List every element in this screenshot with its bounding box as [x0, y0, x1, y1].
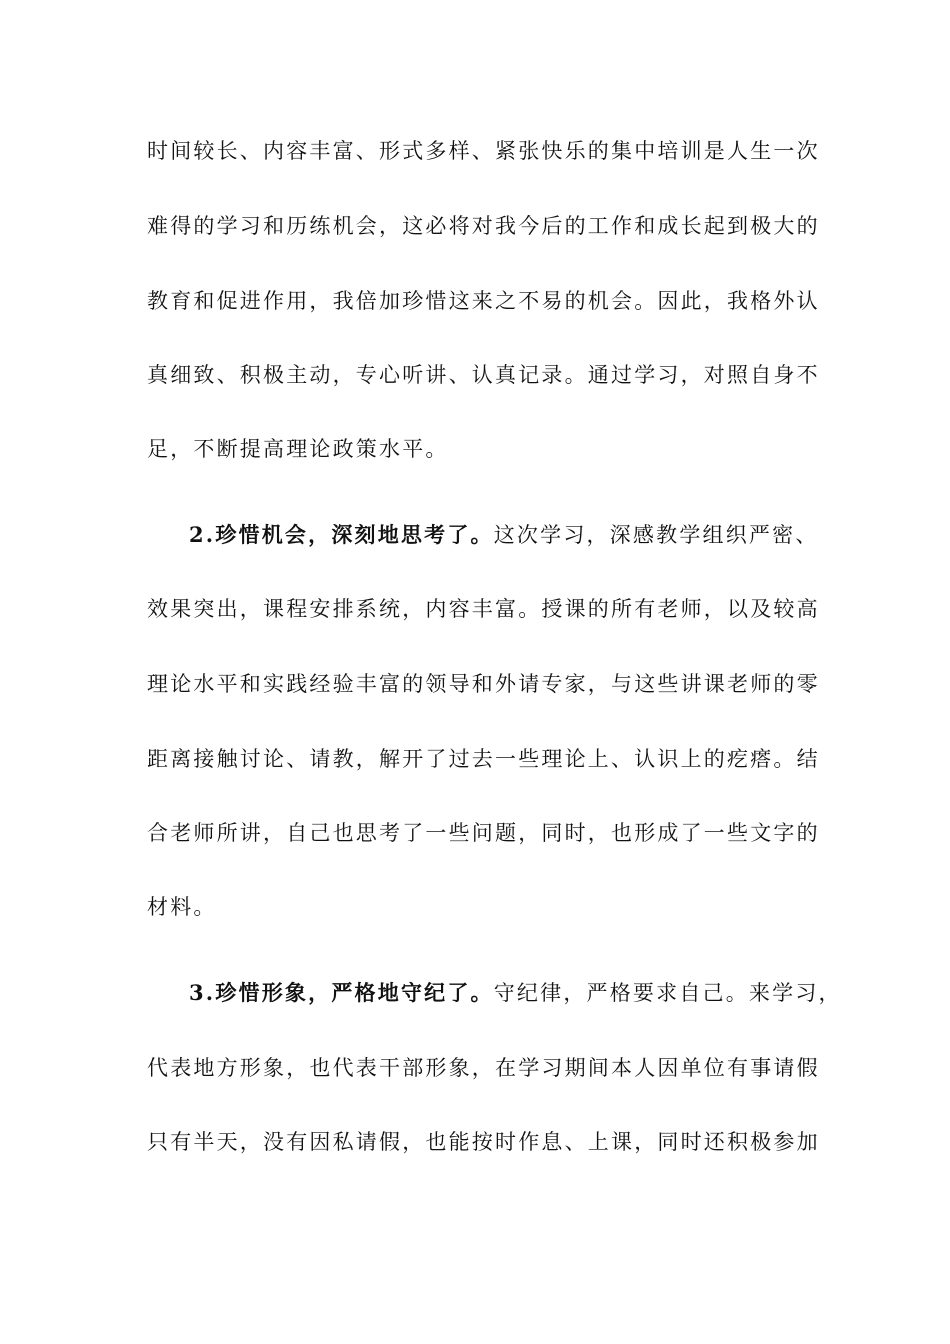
paragraph-2-line-4: 距离接触讨论、请教，解开了过去一些理论上、认识上的疙瘩。结 [147, 747, 820, 771]
paragraph-1-line-3: 教育和促进作用，我倍加珍惜这来之不易的机会。因此，我格外认 [147, 289, 820, 313]
paragraph-3-first-line-text: 守纪律，严格要求自己。来学习， [493, 981, 842, 1005]
paragraph-2-first-line-text: 这次学习，深感教学组织严密、 [493, 523, 819, 547]
paragraph-1-line-4: 真细致、积极主动，专心听讲、认真记录。通过学习，对照自身不 [147, 363, 820, 387]
paragraph-2-heading: 2.珍惜机会，深刻地思考了。 [189, 522, 494, 547]
paragraph-1-line-5: 足，不断提高理论政策水平。 [147, 437, 449, 461]
paragraph-2-line-3: 理论水平和实践经验丰富的领导和外请专家，与这些讲课老师的零 [147, 672, 820, 696]
paragraph-3-line-1 [189, 973, 842, 1013]
paragraph-1-line-2: 难得的学习和历练机会，这必将对我今后的工作和成长起到极大的 [147, 214, 820, 238]
paragraph-3-line-3: 只有半天，没有因私请假，也能按时作息、上课，同时还积极参加 [147, 1130, 820, 1154]
paragraph-3-heading: 3.珍惜形象，严格地守纪了。 [189, 980, 494, 1005]
paragraph-1-line-1: 时间较长、内容丰富、形式多样、紧张快乐的集中培训是人生一次 [147, 139, 820, 163]
paragraph-2-line-5: 合老师所讲，自己也思考了一些问题，同时，也形成了一些文字的 [147, 821, 820, 845]
paragraph-2-line-6: 材料。 [147, 895, 217, 919]
paragraph-2-line-1 [189, 515, 819, 555]
paragraph-2-line-2: 效果突出，课程安排系统，内容丰富。授课的所有老师，以及较高 [147, 597, 820, 621]
paragraph-3-line-2: 代表地方形象，也代表干部形象，在学习期间本人因单位有事请假 [147, 1056, 820, 1080]
